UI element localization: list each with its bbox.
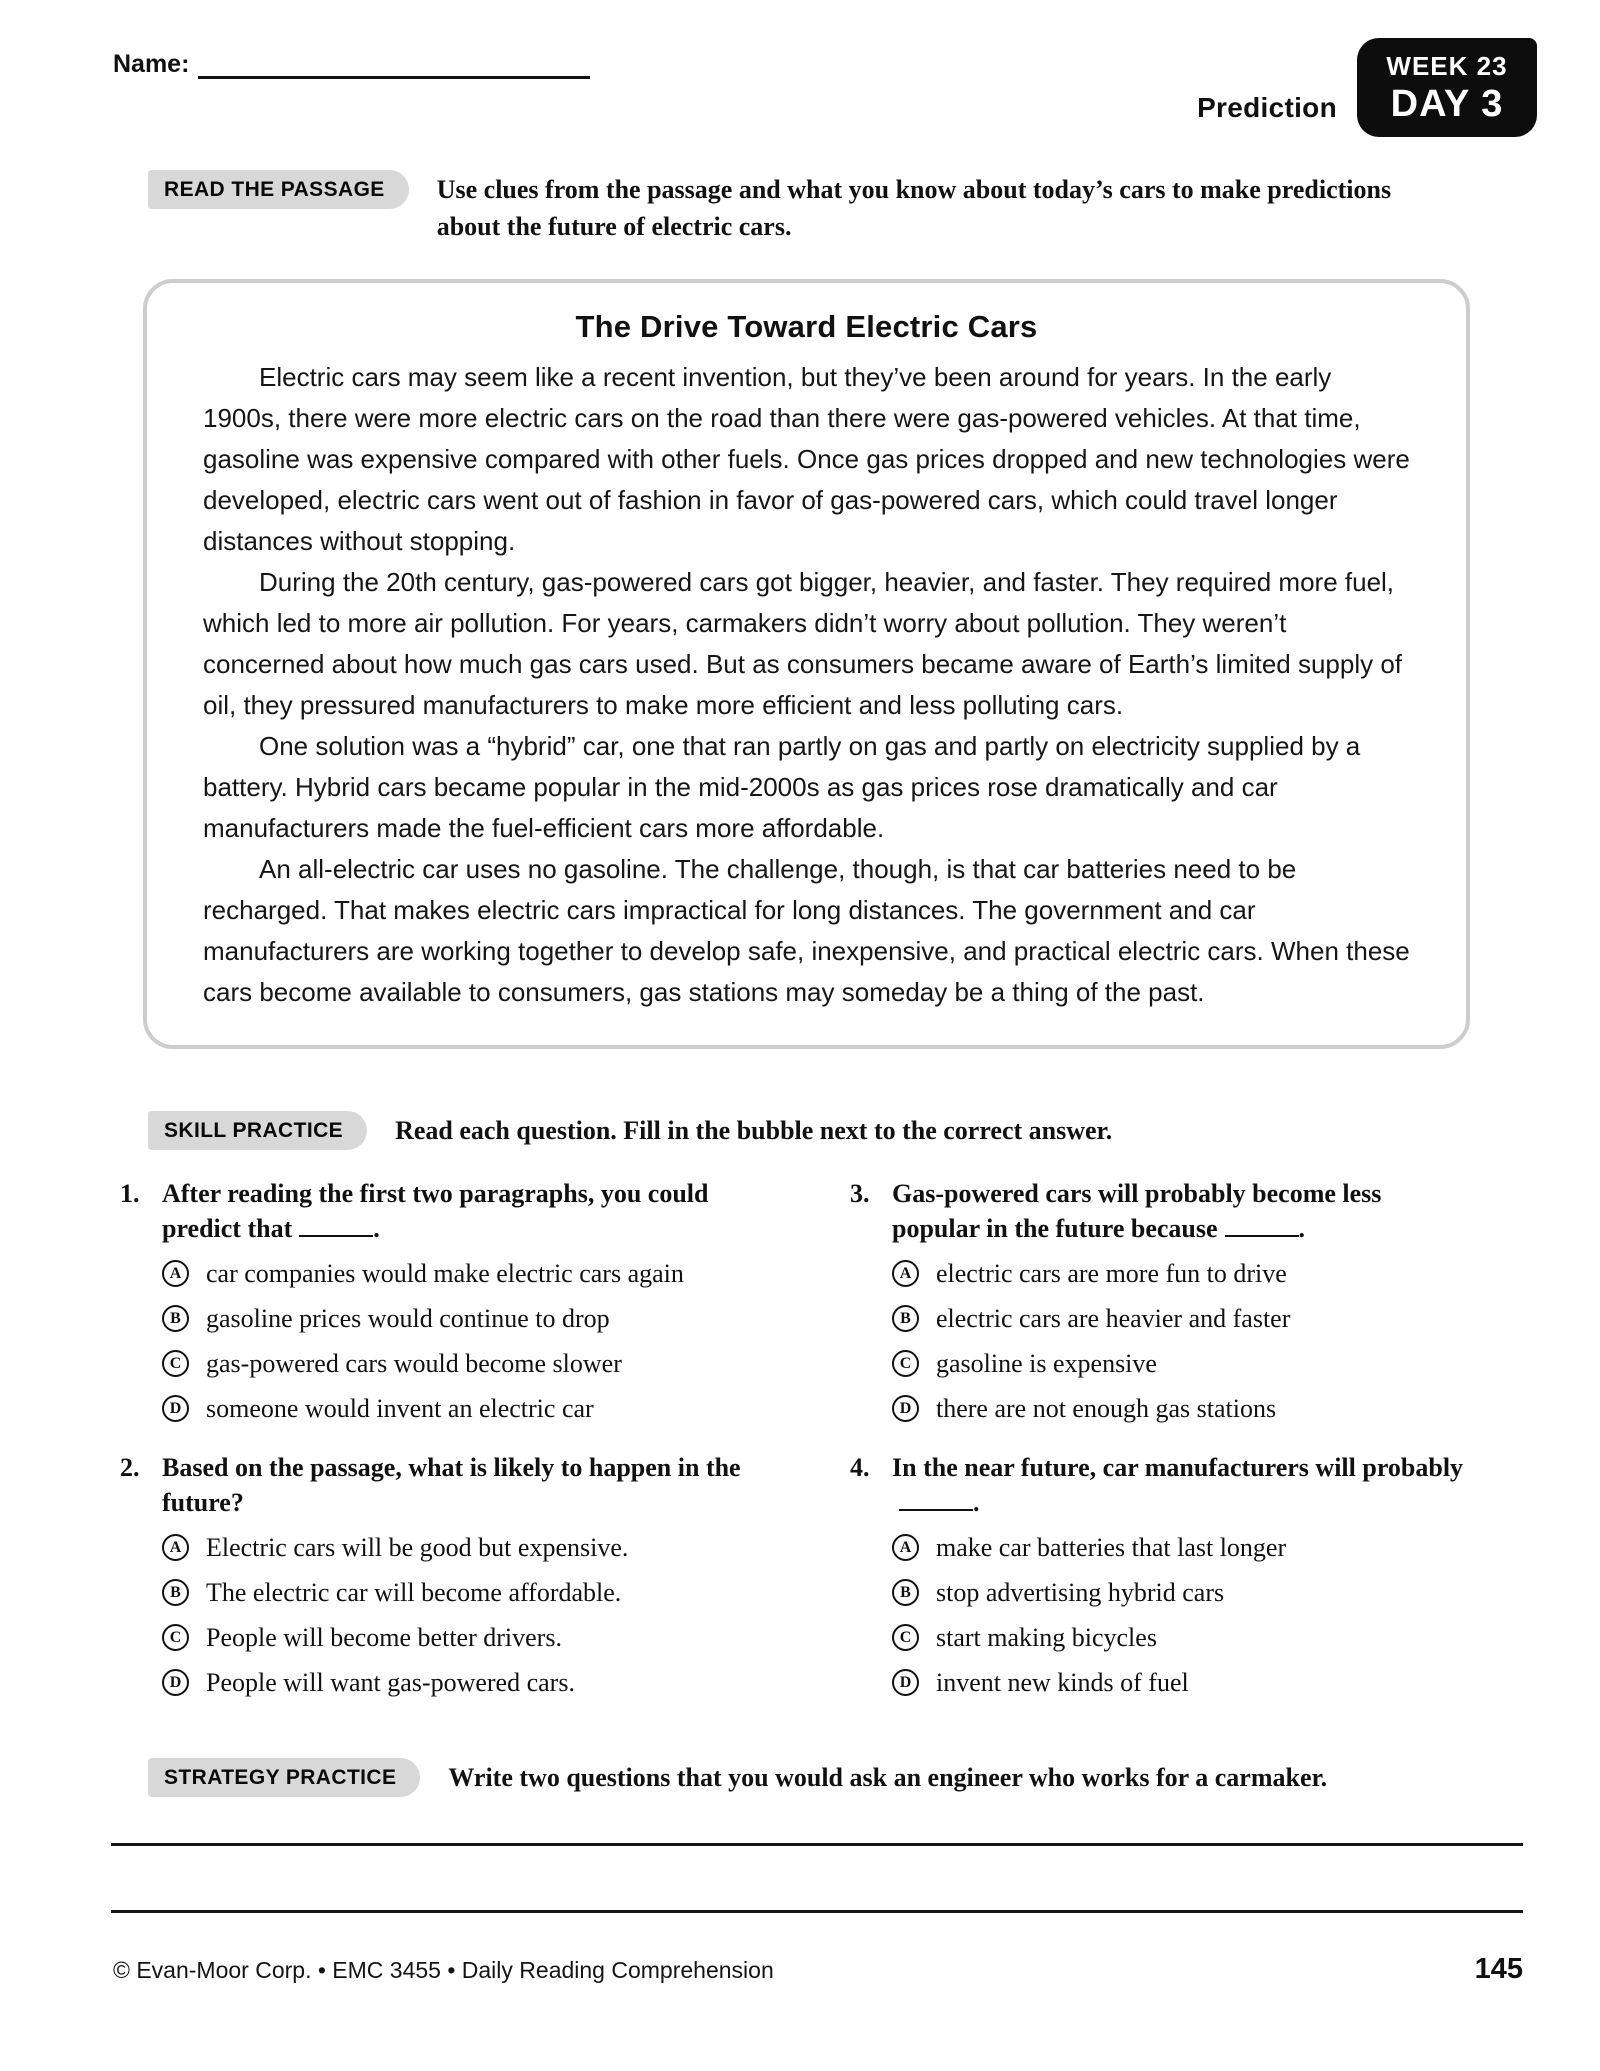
page-number: 145 [1474,1953,1523,1985]
question-2-bubble-b[interactable] [162,1579,189,1606]
question-1-option-d [162,1392,780,1426]
question-2-prompt [162,1450,752,1520]
questions-grid [120,1176,1600,1724]
question-1-option-a [162,1257,780,1291]
skill-focus-label: Prediction [1197,92,1337,123]
question-2-bubble-a[interactable] [162,1534,189,1561]
question-3-option-a [892,1257,1470,1291]
option-text: stop advertising hybrid cars [936,1578,1225,1607]
question-4-option-b [892,1576,1470,1610]
question-3-prompt-suffix: . [1298,1214,1306,1243]
read-the-passage-instruction: Use clues from the passage and what you know about today’s cars to make predictions about the future of electric cars. [436,175,1392,241]
question-1-bubble-a[interactable] [162,1260,189,1287]
bubble-letter: D [169,1673,182,1691]
question-3-option-d [892,1392,1470,1426]
option-text: car companies would make electric cars again [206,1259,684,1288]
bubble-letter: C [169,1628,182,1646]
question-1-option-c [162,1347,780,1381]
question-3-option-b [892,1302,1470,1336]
bubble-letter: A [899,1538,912,1556]
question-2-bubble-c[interactable] [162,1624,189,1651]
option-text: electric cars are heavier and faster [936,1304,1291,1333]
question-4-option-a [892,1531,1470,1565]
question-2-bubble-d[interactable] [162,1669,189,1696]
question-2 [120,1450,780,1700]
header-corner [1197,38,1537,137]
question-3-bubble-a[interactable] [892,1260,919,1287]
question-2-number: 2. [120,1453,140,1482]
question-4-bubble-a[interactable] [892,1534,919,1561]
question-1-body [162,1176,780,1426]
copyright-text: © Evan-Moor Corp. • EMC 3455 • Daily Reading Comprehension [113,1957,774,1983]
option-text: invent new kinds of fuel [936,1668,1189,1697]
question-4-bubble-c[interactable] [892,1624,919,1651]
option-text: make car batteries that last longer [936,1533,1287,1562]
bubble-letter: D [899,1399,912,1417]
question-3 [850,1176,1470,1426]
strategy-practice-section [148,1758,1520,1797]
page-header [0,0,1600,150]
question-4-answer-blank [899,1490,973,1511]
passage-paragraph-3: One solution was a “hybrid” car, one that ran partly on gas and partly on electricity supplied by a battery. Hybrid cars became popular in the mid-2000s as gas prices rose dramatically and car manufacturers made the fuel-efficient cars more affordable. [203,731,1361,843]
strategy-practice-instruction: Write two questions that you would ask an engineer who works for a carmaker. [448,1763,1328,1792]
name-label: Name: [113,50,190,78]
question-3-option-c [892,1347,1470,1381]
skill-practice-section [148,1111,1520,1150]
option-text: gasoline prices would continue to drop [206,1304,610,1333]
passage-paragraph-1: Electric cars may seem like a recent invention, but they’ve been around for years. In the early 1900s, there were more electric cars on the road than there were gas-powered vehicles. At that time, gasoline was expensive compared with other fuels. Once gas prices dropped and new technologies were developed, electric cars went out of fashion in favor of gas-powered cars, which could travel longer distances without stopping. [203,362,1410,556]
passage-paragraph-4: An all-electric car uses no gasoline. The challenge, though, is that car batteries need to be recharged. That makes electric cars impractical for long distances. The government and car manufacturers are working together to develop safe, inexpensive, and practical electric cars. When these cars become available to consumers, gas stations may someday be a thing of the past. [203,854,1410,1007]
question-3-bubble-b[interactable] [892,1305,919,1332]
passage-paragraph-2: During the 20th century, gas-powered cars got bigger, heavier, and faster. They required more fuel, which led to more air pollution. For years, carmakers didn’t worry about pollution. They weren’t concerned about how much gas cars used. But as consumers became aware of Earth’s limited supply of oil, they pressured manufacturers to make more efficient and less polluting cars. [203,567,1403,720]
question-4-number: 4. [850,1453,870,1482]
option-text: gas-powered cars would become slower [206,1349,622,1378]
option-text: The electric car will become affordable. [206,1578,622,1607]
bubble-letter: D [169,1399,182,1417]
question-3-bubble-c[interactable] [892,1350,919,1377]
option-text: start making bicycles [936,1623,1157,1652]
option-text: there are not enough gas stations [936,1394,1277,1423]
skill-practice-instruction: Read each question. Fill in the bubble next to the correct answer. [395,1116,1113,1145]
question-2-body [162,1450,780,1700]
questions-right-column [850,1176,1470,1724]
page-footer [113,1953,1523,1986]
bubble-letter: B [900,1583,911,1601]
passage-title: The Drive Toward Electric Cars [575,309,1038,344]
bubble-letter: C [899,1628,912,1646]
question-3-prompt-text: Gas-powered cars will probably become less popular in the future because [892,1179,1382,1243]
question-4-body [892,1450,1470,1700]
name-input-line[interactable] [198,53,590,79]
question-4-bubble-b[interactable] [892,1579,919,1606]
question-1-prompt [162,1176,752,1246]
question-3-prompt [892,1176,1470,1246]
option-text: gasoline is expensive [936,1349,1157,1378]
question-1-bubble-c[interactable] [162,1350,189,1377]
writing-line-2[interactable] [111,1910,1523,1913]
question-1-bubble-b[interactable] [162,1305,189,1332]
writing-line-1[interactable] [111,1843,1523,1846]
bubble-letter: D [899,1673,912,1691]
question-4 [850,1450,1470,1700]
question-2-prompt-text: Based on the passage, what is likely to happen in the future? [162,1453,741,1517]
option-text: someone would invent an electric car [206,1394,594,1423]
question-4-prompt-text: In the near future, car manufacturers will probably [892,1453,1464,1482]
bubble-letter: C [169,1354,182,1372]
question-4-bubble-d[interactable] [892,1669,919,1696]
option-text: electric cars are more fun to drive [936,1259,1287,1288]
question-1-option-b [162,1302,780,1336]
name-row [113,50,590,79]
bubble-letter: A [169,1538,182,1556]
question-1-bubble-d[interactable] [162,1395,189,1422]
question-1 [120,1176,780,1426]
passage-box [143,279,1470,1049]
question-4-prompt [892,1450,1470,1520]
week-label: WEEK 23 [1386,51,1508,81]
bubble-letter: B [170,1583,181,1601]
question-3-number: 3. [850,1179,870,1208]
question-1-answer-blank [299,1216,373,1237]
question-3-bubble-d[interactable] [892,1395,919,1422]
question-2-option-c [162,1621,780,1655]
strategy-practice-badge: STRATEGY PRACTICE [148,1758,420,1797]
option-text: Electric cars will be good but expensive. [206,1533,629,1562]
question-3-body [892,1176,1470,1426]
question-2-option-d [162,1666,780,1700]
day-label: DAY 3 [1390,83,1504,125]
bubble-letter: C [899,1354,912,1372]
question-4-prompt-suffix: . [973,1488,980,1517]
questions-left-column [120,1176,780,1724]
option-text: People will become better drivers. [206,1623,562,1652]
question-4-option-d [892,1666,1470,1700]
question-2-option-a [162,1531,780,1565]
question-1-number: 1. [120,1179,140,1208]
skill-practice-badge: SKILL PRACTICE [148,1111,367,1150]
bubble-letter: A [899,1264,912,1282]
read-the-passage-badge: READ THE PASSAGE [148,170,409,209]
question-1-prompt-text: After reading the first two paragraphs, you could predict that [162,1179,709,1243]
question-1-prompt-suffix: . [373,1214,380,1243]
question-4-option-c [892,1621,1470,1655]
read-the-passage-section [148,170,1520,245]
bubble-letter: B [170,1309,181,1327]
question-2-option-b [162,1576,780,1610]
week-day-badge [1357,38,1537,137]
bubble-letter: A [169,1264,182,1282]
question-3-answer-blank [1225,1216,1299,1237]
option-text: People will want gas-powered cars. [206,1668,575,1697]
bubble-letter: B [900,1309,911,1327]
